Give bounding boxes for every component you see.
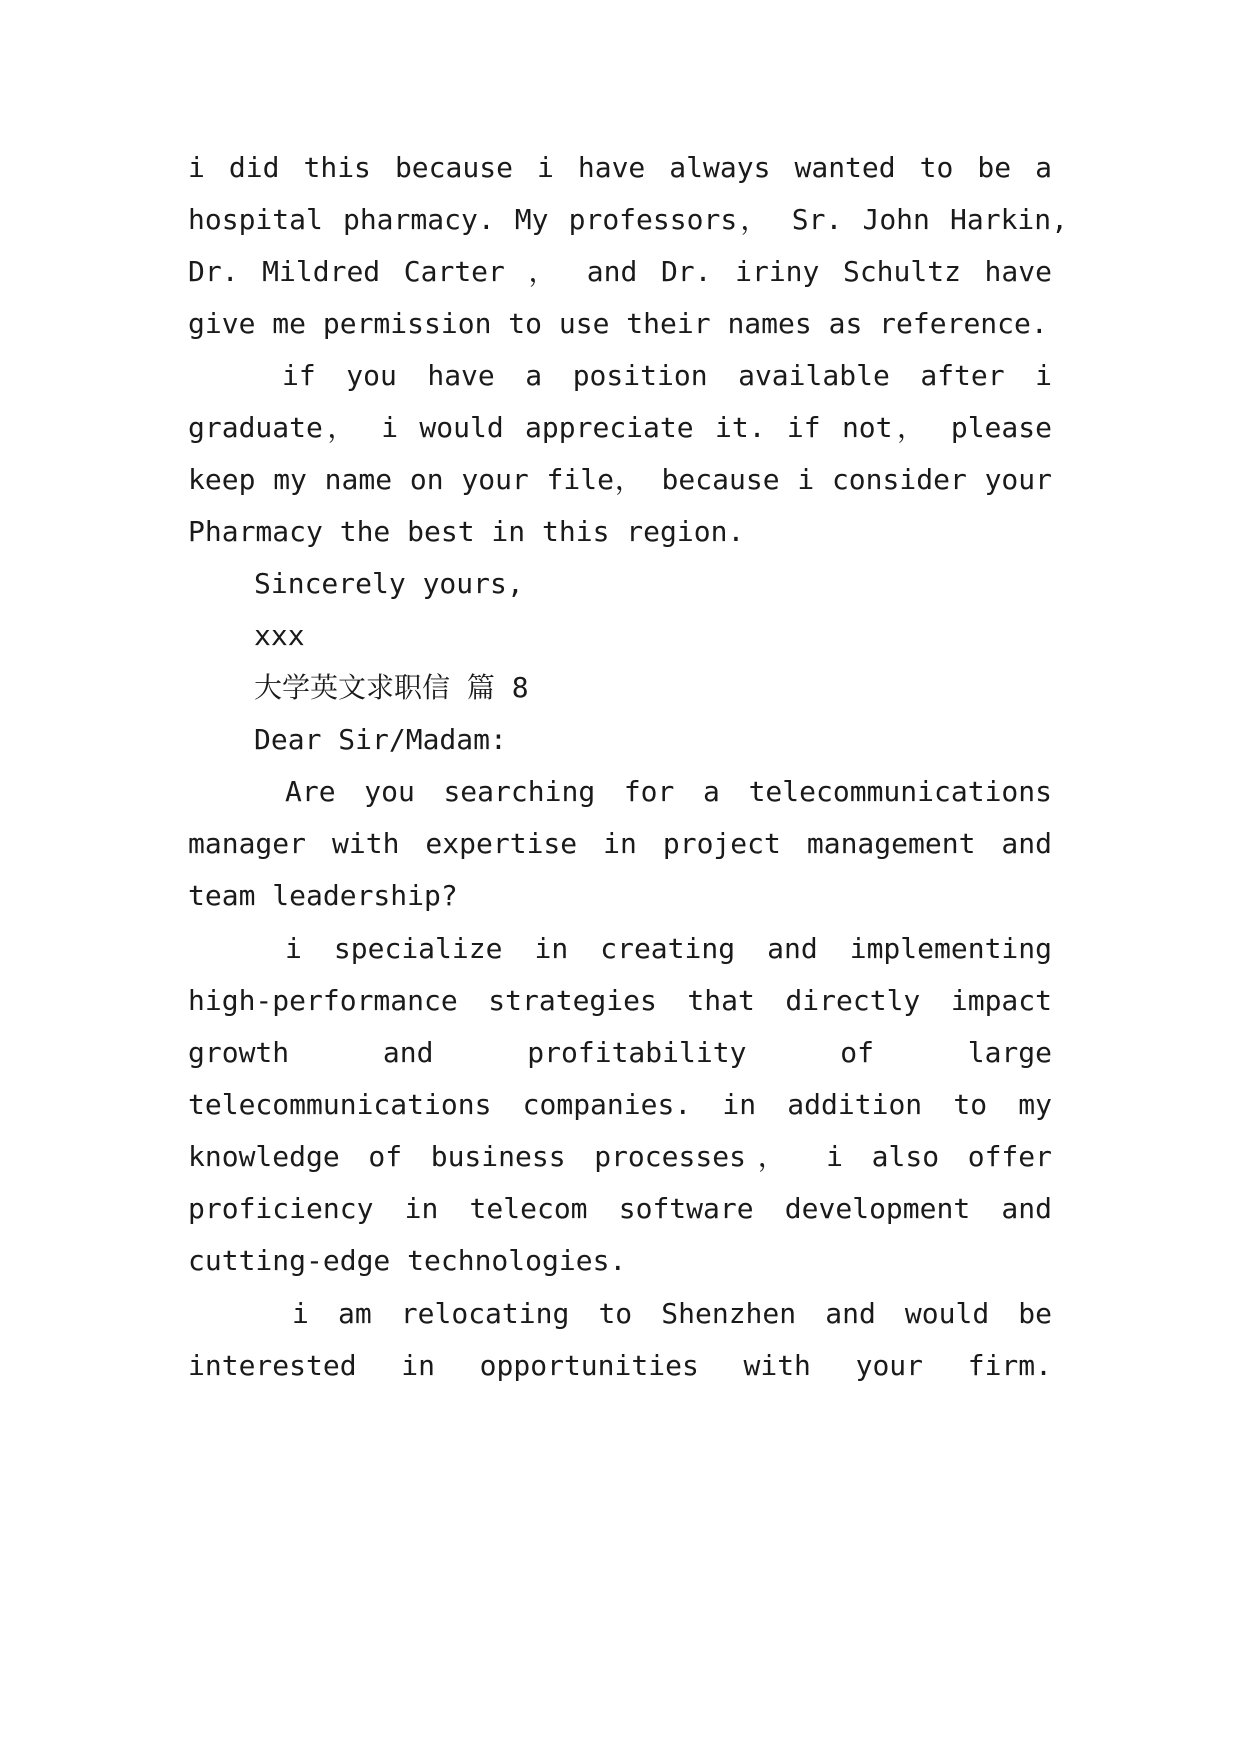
salutation: Dear Sir/Madam: (254, 723, 507, 756)
paragraph-line: high-performance strategies that directly impact (188, 984, 1052, 1017)
paragraph-line: i am relocating to Shenzhen and would be (292, 1297, 1052, 1330)
paragraph-line: knowledge of business processes， i also offer (188, 1140, 1052, 1173)
paragraph-line: interested in opportunities with your firm. (188, 1349, 1052, 1382)
paragraph-line: Dr. Mildred Carter ， and Dr. iriny Schultz have (188, 255, 1052, 288)
section-heading: 大学英文求职信 篇 8 (254, 671, 529, 704)
paragraph-line: give me permission to use their names as reference. (188, 307, 1048, 340)
paragraph-line: growth and profitability of large (188, 1036, 1052, 1069)
paragraph-line: manager with expertise in project management and (188, 827, 1052, 860)
paragraph-line: cutting-edge technologies. (188, 1244, 627, 1277)
paragraph-line: i did this because i have always wanted to be a (188, 151, 1052, 184)
paragraph-line: keep my name on your file， because i consider your (188, 463, 1052, 496)
paragraph-line: proficiency in telecom software development and (188, 1192, 1052, 1225)
paragraph-line: telecommunications companies. in addition to my (188, 1088, 1052, 1121)
paragraph-line: i specialize in creating and implementing (285, 932, 1052, 965)
closing-line: Sincerely yours, (254, 567, 524, 600)
signature: xxx (254, 619, 305, 652)
paragraph-line: if you have a position available after i (282, 359, 1052, 392)
paragraph-line: Are you searching for a telecommunications (285, 775, 1052, 808)
paragraph-line: team leadership? (188, 879, 458, 912)
paragraph-line: graduate， i would appreciate it. if not， please (188, 411, 1052, 444)
paragraph-line: hospital pharmacy. My professors， Sr. John Harkin, (188, 203, 1068, 236)
paragraph-line: Pharmacy the best in this region. (188, 515, 745, 548)
